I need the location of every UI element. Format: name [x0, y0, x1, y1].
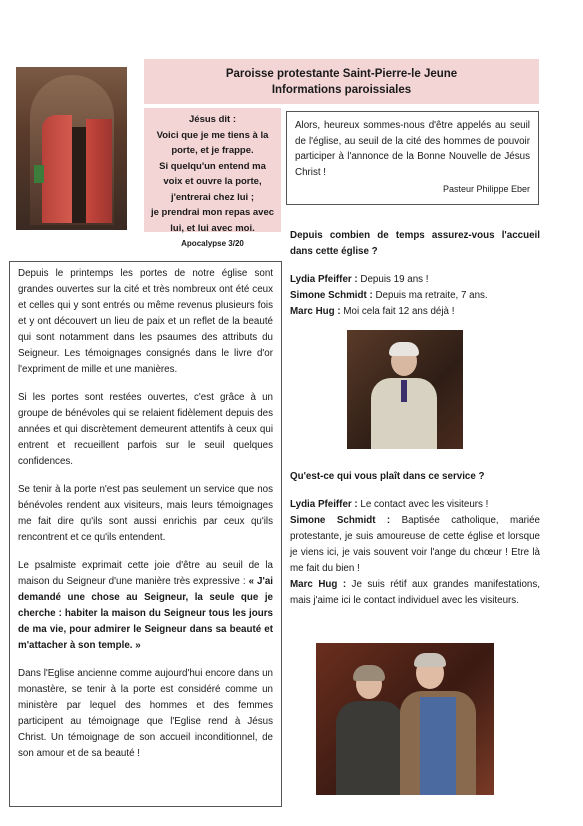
- interview-question: Depuis combien de temps assurez-vous l'accueil dans cette église ?: [290, 230, 540, 257]
- psalm-intro: Le psalmiste exprimait cette joie d'être au seuil de la maison du Seigneur d'une manière très expressive :: [18, 560, 273, 587]
- article-paragraph: Si les portes sont restées ouvertes, c'est grâce à un groupe de bénévoles qui se relaient fidèlement depuis des années et qui discrètement demeurent attentifs à ceux qui entrent et recueillent parfois sur le seuil quelques confidences.: [18, 392, 273, 467]
- page-header: [144, 59, 539, 104]
- header-title: Paroisse protestante Saint-Pierre-le Jeune: [225, 67, 458, 80]
- volunteer-photo: [347, 330, 463, 449]
- bible-quote-box: [144, 108, 281, 248]
- answer-text: Je suis rétif aux grandes manifestations, mais j'aime ici le contact individuel avec les visiteurs.: [290, 579, 540, 606]
- article-paragraph: Se tenir à la porte n'est pas seulement un service que nos bénévoles rendent aux visiteurs, mais leurs témoignages me fait dire qu'ils sont aussi enrichis par ceux qu'ils rencontrent et ce qu'ils entendent.: [18, 484, 273, 543]
- answer-name: Marc Hug :: [290, 306, 341, 317]
- church-door-photo: [16, 67, 127, 230]
- quote-line: porte, et je frappe.: [171, 145, 254, 156]
- article-paragraph: [18, 558, 273, 654]
- quote-line: j'entrerai chez lui ;: [170, 191, 255, 203]
- volunteers-couple-photo: [316, 643, 494, 795]
- header-subtitle: Informations paroissiales: [271, 83, 412, 96]
- answer-name: Simone Schmidt :: [290, 515, 391, 526]
- quote-line: Si quelqu'un entend ma: [159, 160, 266, 172]
- answer-text: Baptisée catholique, mariée protestante, je suis amoureuse de cette église et lorsque je viens ici, je vais souvent voir l'ange du chœur ! Etre là me fait du bien !: [290, 515, 541, 574]
- interview-answer: [290, 577, 540, 609]
- quote-line: Voici que je me tiens à la: [156, 129, 269, 141]
- article-paragraph: Dans l'Eglise ancienne comme aujourd'hui encore dans un monastère, se tenir à la porte est considéré comme un ministère par lequel des hommes et des femmes participent au témoignage que l'Eglise rend à Jésus Christ. Un témoignage de son accueil inconditionnel, de son amour et de sa beauté !: [18, 668, 273, 759]
- answer-name: Marc Hug :: [290, 579, 347, 590]
- answer-text: Le contact avec les visiteurs !: [357, 499, 489, 510]
- interview-answer: [290, 304, 540, 320]
- quote-reference: Apocalypse 3/20: [181, 239, 244, 248]
- interview-question: Qu'est-ce qui vous plaît dans ce service ?: [290, 471, 485, 482]
- answer-name: Lydia Pfeiffer :: [290, 499, 358, 510]
- article-paragraph: Depuis le printemps les portes de notre église sont grandes ouvertes sur la cité et très nombreux ont été ceux et celles qui y sont entrés ou même revenus plusieurs fois et y ont découvert un lieu de paix et un reflet de la beauté qui sont notamment dans les psaumes des attributs du Seigneur. Les témoignages consignés dans le livre d'or l'expriment de mille et une manières.: [18, 268, 273, 375]
- quote-line: lui, et lui avec moi.: [170, 222, 255, 234]
- pastor-message-box: [286, 111, 539, 205]
- quote-line: Jésus dit :: [189, 114, 236, 125]
- quote-line: voix et ouvre la porte,: [163, 176, 262, 187]
- interview-answer: [290, 288, 540, 304]
- interview-2: [290, 469, 540, 609]
- answer-text: Moi cela fait 12 ans déjà !: [340, 306, 455, 317]
- interview-answer: [290, 497, 540, 513]
- pastor-message: Alors, heureux sommes-nous d'être appelés au seuil de l'église, au seuil de la cité des hommes de pouvoir participer à l'annonce de la Bonne Nouvelle de Jésus Christ !: [295, 120, 530, 178]
- answer-name: Simone Schmidt :: [290, 290, 373, 301]
- quote-line: je prendrai mon repas avec: [150, 207, 275, 218]
- interview-answer: [290, 513, 540, 577]
- pastor-signature: Pasteur Philippe Eber: [442, 184, 530, 194]
- main-article: [9, 261, 282, 807]
- psalm-quote: « J'ai demandé une chose au Seigneur, la seule que je cherche : habiter la maison du Seigneur tous les jours de ma vie, pour admirer le Seigneur dans sa beauté et m'attacher à son temple. »: [18, 576, 274, 651]
- interview-1: [290, 228, 540, 320]
- answer-name: Lydia Pfeiffer :: [290, 274, 358, 285]
- answer-text: Depuis 19 ans !: [357, 274, 429, 285]
- answer-text: Depuis ma retraite, 7 ans.: [372, 290, 488, 301]
- interview-answer: [290, 272, 540, 288]
